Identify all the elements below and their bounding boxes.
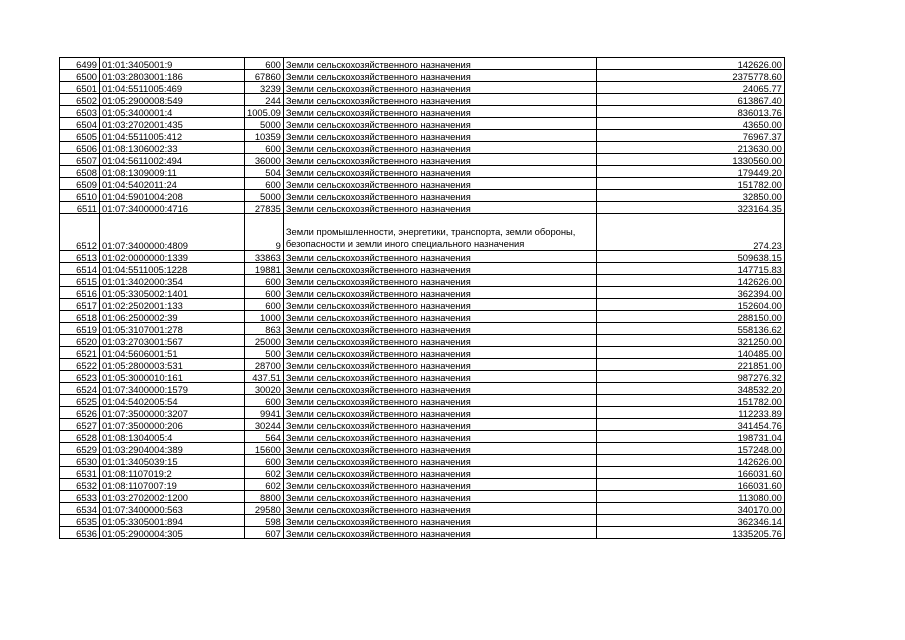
table-row: [60, 154, 785, 166]
cadastral-value-cell: 987276.32: [596, 371, 784, 383]
cadastral-number-cell: 01:04:5606001:51: [100, 347, 245, 359]
cadastral-number-cell: 01:07:3500000:206: [100, 419, 245, 431]
land-category-cell: Земли сельскохозяйственного назначения: [283, 299, 596, 311]
row-number-cell: 6532: [60, 479, 100, 491]
table-row: [60, 527, 785, 539]
cadastral-value-cell: 323164.35: [596, 202, 784, 214]
row-number-cell: 6534: [60, 503, 100, 515]
land-category-cell: Земли сельскохозяйственного назначения: [283, 106, 596, 118]
cadastral-value-cell: 198731.04: [596, 431, 784, 443]
land-category-cell: Земли сельскохозяйственного назначения: [283, 82, 596, 94]
cadastral-number-cell: 01:01:3405001:9: [100, 58, 245, 70]
land-category-cell: Земли сельскохозяйственного назначения: [283, 347, 596, 359]
row-number-cell: 6529: [60, 443, 100, 455]
cadastral-number-cell: 01:04:5611002:494: [100, 154, 245, 166]
cadastral-value-cell: 321250.00: [596, 335, 784, 347]
area-cell: 29580: [245, 503, 284, 515]
table-row: [60, 94, 785, 106]
area-cell: 244: [245, 94, 284, 106]
land-plots-table: [59, 57, 785, 539]
row-number-cell: 6512: [60, 214, 100, 251]
cadastral-number-cell: 01:05:3305002:1401: [100, 287, 245, 299]
cadastral-value-cell: 157248.00: [596, 443, 784, 455]
area-cell: 28700: [245, 359, 284, 371]
cadastral-value-cell: 348532.20: [596, 383, 784, 395]
land-category-cell: Земли сельскохозяйственного назначения: [283, 419, 596, 431]
cadastral-value-cell: 112233.89: [596, 407, 784, 419]
area-cell: 437.51: [245, 371, 284, 383]
table-row: [60, 419, 785, 431]
table-row: [60, 118, 785, 130]
land-category-cell: Земли сельскохозяйственного назначения: [283, 371, 596, 383]
row-number-cell: 6519: [60, 323, 100, 335]
land-category-cell: Земли сельскохозяйственного назначения: [283, 94, 596, 106]
cadastral-value-cell: 147715.83: [596, 263, 784, 275]
cadastral-value-cell: 113080.00: [596, 491, 784, 503]
cadastral-number-cell: 01:04:5511005:412: [100, 130, 245, 142]
table-row: [60, 130, 785, 142]
area-cell: 36000: [245, 154, 284, 166]
land-category-cell: Земли сельскохозяйственного назначения: [283, 335, 596, 347]
cadastral-number-cell: 01:01:3402000:354: [100, 275, 245, 287]
table-row: [60, 347, 785, 359]
row-number-cell: 6530: [60, 455, 100, 467]
table-row: [60, 443, 785, 455]
table-row: [60, 491, 785, 503]
area-cell: 25000: [245, 335, 284, 347]
area-cell: 602: [245, 479, 284, 491]
cadastral-value-cell: 509638.15: [596, 251, 784, 263]
table-row: [60, 371, 785, 383]
land-category-cell: Земли сельскохозяйственного назначения: [283, 130, 596, 142]
land-category-cell: Земли сельскохозяйственного назначения: [283, 431, 596, 443]
table-row: [60, 275, 785, 287]
land-category-cell: Земли сельскохозяйственного назначения: [283, 467, 596, 479]
land-category-cell: Земли сельскохозяйственного назначения: [283, 395, 596, 407]
table-row: [60, 467, 785, 479]
cadastral-number-cell: 01:05:3107001:278: [100, 323, 245, 335]
row-number-cell: 6507: [60, 154, 100, 166]
cadastral-number-cell: 01:07:3400000:4716: [100, 202, 245, 214]
area-cell: 863: [245, 323, 284, 335]
row-number-cell: 6523: [60, 371, 100, 383]
cadastral-number-cell: 01:08:1304005:4: [100, 431, 245, 443]
area-cell: 600: [245, 178, 284, 190]
table-row: [60, 166, 785, 178]
cadastral-value-cell: 151782.00: [596, 395, 784, 407]
table-row: [60, 503, 785, 515]
cadastral-number-cell: 01:07:3400000:4809: [100, 214, 245, 251]
area-cell: 564: [245, 431, 284, 443]
row-number-cell: 6515: [60, 275, 100, 287]
row-number-cell: 6527: [60, 419, 100, 431]
land-category-cell: Земли сельскохозяйственного назначения: [283, 407, 596, 419]
area-cell: 19881: [245, 263, 284, 275]
row-number-cell: 6524: [60, 383, 100, 395]
cadastral-number-cell: 01:08:1306002:33: [100, 142, 245, 154]
cadastral-value-cell: 166031.60: [596, 467, 784, 479]
row-number-cell: 6531: [60, 467, 100, 479]
area-cell: 600: [245, 287, 284, 299]
cadastral-value-cell: 179449.20: [596, 166, 784, 178]
row-number-cell: 6526: [60, 407, 100, 419]
land-category-cell: Земли промышленности, энергетики, транспорта, земли обороны, безопасности и земли иного специального назначения: [283, 214, 596, 251]
land-category-cell: Земли сельскохозяйственного назначения: [283, 166, 596, 178]
table-row: [60, 82, 785, 94]
land-category-cell: Земли сельскохозяйственного назначения: [283, 275, 596, 287]
row-number-cell: 6525: [60, 395, 100, 407]
land-category-cell: Земли сельскохозяйственного назначения: [283, 190, 596, 202]
land-category-cell: Земли сельскохозяйственного назначения: [283, 118, 596, 130]
area-cell: 602: [245, 467, 284, 479]
cadastral-number-cell: 01:06:2500002:39: [100, 311, 245, 323]
row-number-cell: 6504: [60, 118, 100, 130]
cadastral-number-cell: 01:08:1309009:11: [100, 166, 245, 178]
cadastral-value-cell: 213630.00: [596, 142, 784, 154]
cadastral-value-cell: 221851.00: [596, 359, 784, 371]
cadastral-number-cell: 01:05:3400001:4: [100, 106, 245, 118]
cadastral-value-cell: 142626.00: [596, 455, 784, 467]
area-cell: 600: [245, 142, 284, 154]
table-row: [60, 202, 785, 214]
cadastral-number-cell: 01:05:2900004:305: [100, 527, 245, 539]
row-number-cell: 6508: [60, 166, 100, 178]
row-number-cell: 6535: [60, 515, 100, 527]
land-category-cell: Земли сельскохозяйственного назначения: [283, 323, 596, 335]
table-row: [60, 251, 785, 263]
table-row: [60, 287, 785, 299]
cadastral-number-cell: 01:03:2703001:567: [100, 335, 245, 347]
cadastral-value-cell: 1330560.00: [596, 154, 784, 166]
land-category-cell: Земли сельскохозяйственного назначения: [283, 503, 596, 515]
table-row: [60, 70, 785, 82]
area-cell: 607: [245, 527, 284, 539]
area-cell: 30020: [245, 383, 284, 395]
area-cell: 600: [245, 455, 284, 467]
cadastral-value-cell: 558136.62: [596, 323, 784, 335]
table-row: [60, 395, 785, 407]
cadastral-number-cell: 01:02:2502001:133: [100, 299, 245, 311]
area-cell: 598: [245, 515, 284, 527]
cadastral-number-cell: 01:05:2900008:549: [100, 94, 245, 106]
cadastral-value-cell: 24065.77: [596, 82, 784, 94]
cadastral-number-cell: 01:08:1107019:2: [100, 467, 245, 479]
cadastral-value-cell: 362394.00: [596, 287, 784, 299]
land-category-cell: Земли сельскохозяйственного назначения: [283, 443, 596, 455]
table-row: [60, 214, 785, 251]
cadastral-value-cell: 613867.40: [596, 94, 784, 106]
area-cell: 1000: [245, 311, 284, 323]
cadastral-value-cell: 32850.00: [596, 190, 784, 202]
cadastral-value-cell: 152604.00: [596, 299, 784, 311]
cadastral-value-cell: 288150.00: [596, 311, 784, 323]
land-category-cell: Земли сельскохозяйственного назначения: [283, 383, 596, 395]
table-row: [60, 515, 785, 527]
cadastral-value-cell: 2375778.60: [596, 70, 784, 82]
row-number-cell: 6536: [60, 527, 100, 539]
cadastral-value-cell: 1335205.76: [596, 527, 784, 539]
table-row: [60, 178, 785, 190]
land-category-cell: Земли сельскохозяйственного назначения: [283, 515, 596, 527]
cadastral-number-cell: 01:07:3500000:3207: [100, 407, 245, 419]
land-category-cell: Земли сельскохозяйственного назначения: [283, 359, 596, 371]
table-row: [60, 359, 785, 371]
cadastral-value-cell: 274.23: [596, 214, 784, 251]
cadastral-number-cell: 01:04:5402005:54: [100, 395, 245, 407]
row-number-cell: 6502: [60, 94, 100, 106]
cadastral-value-cell: 362346.14: [596, 515, 784, 527]
row-number-cell: 6505: [60, 130, 100, 142]
land-category-cell: Земли сельскохозяйственного назначения: [283, 527, 596, 539]
cadastral-number-cell: 01:07:3400000:563: [100, 503, 245, 515]
cadastral-number-cell: 01:01:3405039:15: [100, 455, 245, 467]
cadastral-number-cell: 01:03:2904004:389: [100, 443, 245, 455]
land-category-cell: Земли сельскохозяйственного назначения: [283, 287, 596, 299]
table-row: [60, 323, 785, 335]
row-number-cell: 6516: [60, 287, 100, 299]
area-cell: 1005.09: [245, 106, 284, 118]
area-cell: 600: [245, 395, 284, 407]
cadastral-number-cell: 01:04:5901004:208: [100, 190, 245, 202]
cadastral-value-cell: 166031.60: [596, 479, 784, 491]
row-number-cell: 6522: [60, 359, 100, 371]
row-number-cell: 6510: [60, 190, 100, 202]
cadastral-value-cell: 76967.37: [596, 130, 784, 142]
row-number-cell: 6509: [60, 178, 100, 190]
cadastral-value-cell: 142626.00: [596, 275, 784, 287]
row-number-cell: 6500: [60, 70, 100, 82]
cadastral-number-cell: 01:02:0000000:1339: [100, 251, 245, 263]
land-category-cell: Земли сельскохозяйственного назначения: [283, 251, 596, 263]
cadastral-number-cell: 01:03:2803001:186: [100, 70, 245, 82]
row-number-cell: 6528: [60, 431, 100, 443]
cadastral-number-cell: 01:05:3000010:161: [100, 371, 245, 383]
row-number-cell: 6520: [60, 335, 100, 347]
land-category-cell: Земли сельскохозяйственного назначения: [283, 479, 596, 491]
table-row: [60, 299, 785, 311]
cadastral-number-cell: 01:04:5511005:1228: [100, 263, 245, 275]
cadastral-number-cell: 01:08:1107007:19: [100, 479, 245, 491]
table-row: [60, 431, 785, 443]
cadastral-number-cell: 01:04:5511005:469: [100, 82, 245, 94]
area-cell: 504: [245, 166, 284, 178]
land-category-cell: Земли сельскохозяйственного назначения: [283, 70, 596, 82]
row-number-cell: 6503: [60, 106, 100, 118]
area-cell: 5000: [245, 118, 284, 130]
cadastral-number-cell: 01:03:2702001:435: [100, 118, 245, 130]
row-number-cell: 6513: [60, 251, 100, 263]
table-row: [60, 106, 785, 118]
area-cell: 10359: [245, 130, 284, 142]
land-category-cell: Земли сельскохозяйственного назначения: [283, 311, 596, 323]
table-body: [60, 58, 785, 539]
table-row: [60, 383, 785, 395]
table-row: [60, 263, 785, 275]
area-cell: 600: [245, 58, 284, 70]
cadastral-value-cell: 341454.76: [596, 419, 784, 431]
land-category-cell: Земли сельскохозяйственного назначения: [283, 491, 596, 503]
table-row: [60, 335, 785, 347]
area-cell: 15600: [245, 443, 284, 455]
land-category-cell: Земли сельскохозяйственного назначения: [283, 455, 596, 467]
cadastral-value-cell: 142626.00: [596, 58, 784, 70]
land-category-cell: Земли сельскохозяйственного назначения: [283, 142, 596, 154]
land-category-cell: Земли сельскохозяйственного назначения: [283, 178, 596, 190]
area-cell: 3239: [245, 82, 284, 94]
area-cell: 600: [245, 299, 284, 311]
area-cell: 67860: [245, 70, 284, 82]
table-row: [60, 311, 785, 323]
cadastral-value-cell: 140485.00: [596, 347, 784, 359]
row-number-cell: 6506: [60, 142, 100, 154]
cadastral-number-cell: 01:04:5402011:24: [100, 178, 245, 190]
land-category-cell: Земли сельскохозяйственного назначения: [283, 263, 596, 275]
row-number-cell: 6501: [60, 82, 100, 94]
cadastral-value-cell: 836013.76: [596, 106, 784, 118]
row-number-cell: 6517: [60, 299, 100, 311]
table-row: [60, 479, 785, 491]
table-row: [60, 58, 785, 70]
cadastral-value-cell: 151782.00: [596, 178, 784, 190]
land-category-cell: Земли сельскохозяйственного назначения: [283, 202, 596, 214]
row-number-cell: 6511: [60, 202, 100, 214]
cadastral-number-cell: 01:03:2702002:1200: [100, 491, 245, 503]
area-cell: 33863: [245, 251, 284, 263]
row-number-cell: 6518: [60, 311, 100, 323]
land-category-cell: Земли сельскохозяйственного назначения: [283, 154, 596, 166]
row-number-cell: 6533: [60, 491, 100, 503]
row-number-cell: 6499: [60, 58, 100, 70]
area-cell: 30244: [245, 419, 284, 431]
cadastral-number-cell: 01:07:3400000:1579: [100, 383, 245, 395]
table-row: [60, 407, 785, 419]
area-cell: 600: [245, 275, 284, 287]
document-sheet: [59, 57, 785, 539]
cadastral-number-cell: 01:05:2800003:531: [100, 359, 245, 371]
area-cell: 500: [245, 347, 284, 359]
cadastral-value-cell: 340170.00: [596, 503, 784, 515]
area-cell: 9: [245, 214, 284, 251]
row-number-cell: 6514: [60, 263, 100, 275]
cadastral-value-cell: 43650.00: [596, 118, 784, 130]
land-category-cell: Земли сельскохозяйственного назначения: [283, 58, 596, 70]
area-cell: 9941: [245, 407, 284, 419]
area-cell: 5000: [245, 190, 284, 202]
table-row: [60, 190, 785, 202]
area-cell: 27835: [245, 202, 284, 214]
area-cell: 8800: [245, 491, 284, 503]
row-number-cell: 6521: [60, 347, 100, 359]
cadastral-number-cell: 01:05:3305001:894: [100, 515, 245, 527]
table-row: [60, 455, 785, 467]
table-row: [60, 142, 785, 154]
